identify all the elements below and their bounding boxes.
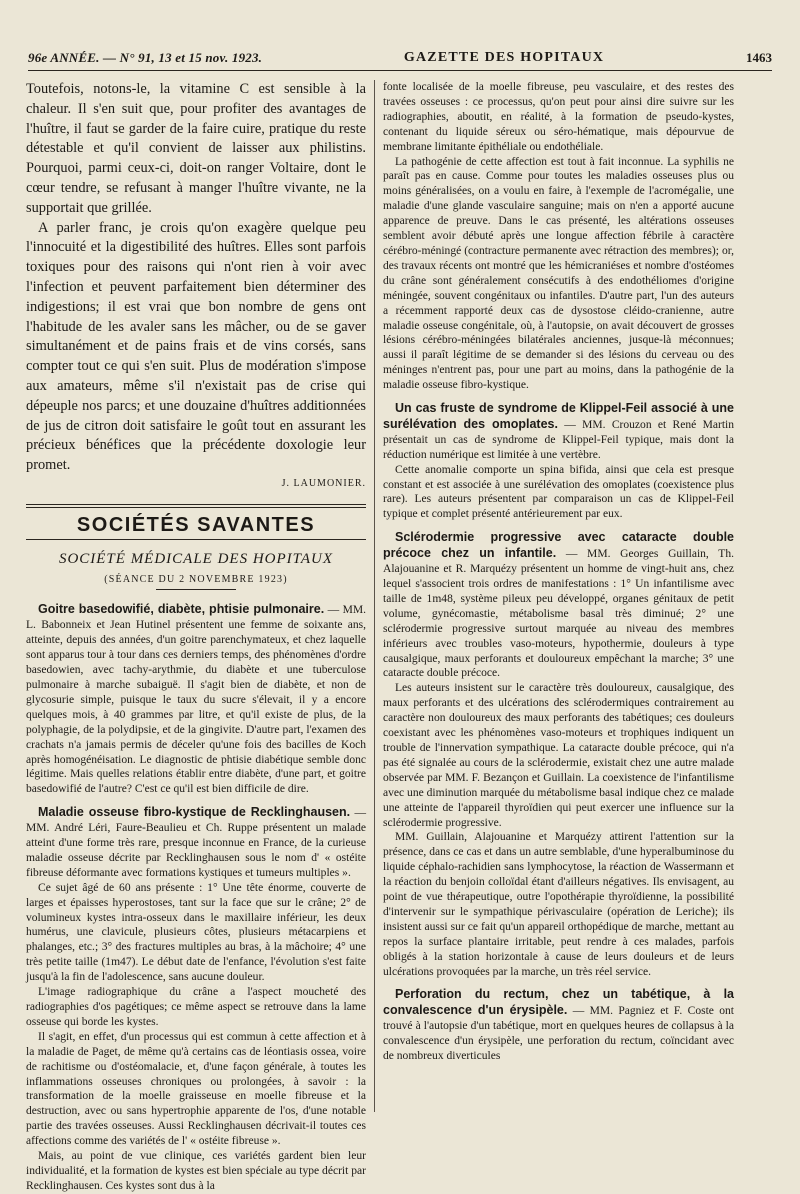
article-recklinghausen [26,805,366,1194]
spacer [383,979,734,987]
short-rule [156,589,236,590]
session-date: (SÉANCE DU 2 NOVEMBRE 1923) [104,573,288,585]
article-paragraph: MM. Guillain, Alajouanine et Marquézy attirent l'attention sur la présence, dans ce cas et dans un autre semblable, d'une hyperalbuminose du liquide céphalo-rachidien sans lymphocytose, la réaction de Wassermann et la réaction du benjoin colloïdal étant d'ailleurs négatives. Ils envisagent, au point de vue thérapeutique, outre l'opothérapie thyroïdienne, la possibilité d'intervenir sur le sympathique périvasculaire (opération de Leriche); ils insistent aussi sur ce fait qu'un appareil orthopédique de marche, mettant au repos la surface plantaire irritable, peut rendre à ces malades, parfois obligés à la station horizontale à cause de leurs douleurs et de leurs ulcérations provoquées par la marche, un très réel service. [383,831,734,978]
section-rule-thin [26,539,366,540]
article-paragraph: fonte localisée de la moelle fibreuse, peu vasculaire, et des restes des travées osseuses : ce processus, qu'on peut pour ainsi dire suivre sur les radiographies, aboutit, en réalité, à la formation de pseudo-kystes, contenant du liquide séreux ou séro-hématique, mais dépourvue de membrane limitante épithéliale ou endothéliale. [383,81,734,153]
page-number: 1463 [746,50,772,65]
page-header [28,36,772,71]
intro-paragraph: Toutefois, notons-le, la vitamine C est sensible à la chaleur. Il s'en suit que, pour profiter des avantages de l'huître, il faut se garder de la faire cuire, pratique du reste détestable et qu'il convient de laisser aux philistins. Pourquoi, parmi ceux-ci, doit-on ranger Voltaire, dont le cœur tendre, se refusant à manger l'huître vivante, ne la supportait que grillée. [26,81,366,216]
article-text: — MM. Pagniez et F. Coste ont trouvé à l'autopsie d'un tabétique, mort en quelques heures de collapsus à la convalescence d'un érysipèle, une perforation du rectum, coïncidant avec de nombreux diverticules [383,1005,735,1063]
article-paragraph: Cette anomalie comporte un spina bifida, ainsi que cela est presque constant et est associée à une surélévation des omoplates (coexistence plus rare). Les auteurs présentent par comparaison un cas de Klippel-Feil typique et complet présenté antérieurement par eux. [383,463,734,521]
intro-text [26,80,366,494]
article-paragraph: Il s'agit, en effet, d'un processus qui est commun à cette affection et à la maladie de Paget, de même qu'à certains cas de léontiasis ossea, voire de rachitisme ou d'ostéomalacie, et, d'une façon générale, à toutes les inflammations osseuses chroniques ou prolongées, à savoir : la transformation de la moelle graisseuse en moelle fibreuse et la destruction, avec ou sans hypertrophie apparente de l'os, d'une notable partie des travées osseuses. Aussi Recklinghausen décrivait-il toutes ces affections comme des variétés de l' « ostéite fibreuse ». [26,1030,366,1148]
column-divider [374,80,375,1112]
article-title: Maladie osseuse fibro-kystique de Recklinghausen. [38,805,351,820]
section-title: SOCIÉTÉS SAVANTES [76,513,316,536]
society-name: SOCIÉTÉ MÉDICALE DES HOPITAUX [58,550,334,567]
continuation-text [383,80,734,393]
spacer [383,393,734,401]
article-text: — MM. Crouzon et René Martin présentait un cas de syndrome de Klippel-Feil typique, mais dont la réduction numérique est limitée à une vertèbre. [383,418,735,461]
article-text: — MM. André Léri, Faure-Beaulieu et Ch. Ruppe présentent un malade atteint d'une forme très rare, presque inconnue en France, de la curieuse maladie osseuse décrite par Recklinghausen sous le nom d' « ostéite fibreuse déformante avec formations kystiques et tumeurs multiples ». [26,807,367,879]
article-paragraph: L'image radiographique du crâne a l'aspect moucheté des radiographies d'os pagétiques; ce même aspect se retrouve dans la lame osseuse qui borde les kystes. [26,986,366,1028]
author-signature: J. LAUMONIER. [281,477,366,489]
journal-title: GAZETTE DES HOPITAUX [403,50,605,65]
spacer [26,797,366,805]
article-paragraph: Mais, au point de vue clinique, ces variétés gardent bien leur individualité, et la formation de kystes est bien spéciale au type décrit par Recklinghausen. Ces kystes sont dus à la [26,1150,366,1192]
article-paragraph: La pathogénie de cette affection est tout à fait inconnue. La syphilis ne paraît pas en cause. Comme pour toutes les maladies osseuses plus ou moins généralisées, on a voulu en faire, à l'exemple de l'acromégalie, une maladie d'une glande vasculaire sanguine; mais on n'en a apporté aucune apparence de preuve. Dans le cas présenté, les altérations osseuses semblent avoir débuté après une longue affection fébrile à caractère cérébro-méningé (contracture permanente avec rétraction des membres); or, des travaux récents ont montré que les hémicraniéses et nombre d'ostéomes du crâne sont généralement consécutifs à des endothéliomes d'origine méningée, souvent congénitaux ou infantiles. D'autre part, l'un des auteurs a récemment rapporté deux cas de dysostose cléido-cranienne, autre maladie osseuse congénitale, où, à l'autopsie, on avait découvert de grosses lésions cérébro-méningées bilatérales anciennes, jusque-là méconnues; aussi il paraît légitime de se demander si des lésions du cerveau ou des méninges n'entrent pas, pour une part au moins, dans la pathogénie de la maladie osseuse fibro-kystique. [383,155,734,392]
article-title: Perforation du rectum, chez un tabétique, à la convalescence d'un érysipèle. [383,987,734,1018]
section-rule [26,504,366,508]
spacer [383,522,734,530]
article-text: — MM. Georges Guillain, Th. Alajouanine et R. Marquézy présentent un homme de vingt-huit ans, chez lequel s'associent trois ordres de manifestations : 1° Un infantilisme avec taille de 1m48, système pileux peu développé, organes génitaux de petit volume, gynécomastie, métabolisme basal très diminué; 2° une sclérodermie progressive surtout marquée au niveau des membres inférieurs avec troubles vaso-moteurs, hypothermie, douleurs à type causalgique, maux perforants et douloureux empêchant la marche; 3° une cataracte double précoce. [383,548,734,680]
article-title: Goitre basedowifié, diabète, phtisie pulmonaire. [38,602,325,617]
article-title: Sclérodermie progressive avec cataracte double précoce chez un infantile. [383,530,734,561]
article-perforation [383,987,734,1064]
intro-paragraph: A parler franc, je crois qu'on exagère quelque peu l'innocuité et la digestibilité des huîtres. Elles sont parfois toxiques pour des raisons qui n'ont rien à voir avec l'infection et peuvent parfaitement bien déterminer des indigestions; il est vrai que bon nombre de gens ont l'habitude de les avaler sans les mâcher, ou de se gaver simultanément et de pains frais et de vins corsés, sans compter tout ce qui s'en suit. Plus de modération s'impose aux amateurs, même s'il n'existait pas de crise qui dépeuple nos parcs; et une douzaine d'huîtres additionnées de jus de citron doit satisfaire le goût tout en assurant les précieux bénéfices que la précédente doxologie leur promet. [26,219,366,474]
article-paragraph: Ce sujet âgé de 60 ans présente : 1° Une tête énorme, couverte de larges et épaisses hyperostoses, tant sur la face que sur le crâne; 2° de volumineux kystes intra-osseux dans le maxillaire inférieur, les deux humérus, une clavicule, plusieurs côtes, plusieurs métacarpiens et phalanges, etc.; 3° des fractures multiples au bras, à la mâchoire; 4° une très petite taille (1m47). Le début date de l'enfance, l'évolution s'est faite jusqu'à la fin de l'adolescence, sans aucune douleur. [26,881,366,984]
article-sclerodermie [383,530,734,979]
right-column [383,80,734,1112]
article-paragraph: Les auteurs insistent sur le caractère très douloureux, causalgique, des maux perforants et des ulcérations des sclérodermiques contrairement au caractère non douloureux des maux perforants des tabétiques; ces douleurs coexistant avec les phénomènes vaso-moteurs et trophiques indiquent un trouble de l'innervation sympathique. La cataracte double précoce, qui n'a pas été signalée au cours de la sclérodermie, existait chez une autre malade observée par MM. F. Bezançon et Guillain. La coexistence de l'infantilisme avec une diminution marquée du métabolisme basal indique chez ce malade une atteinte de l'appareil thyroïdien qui peut exercer une influence sur la sclérodermie progressive. [383,682,734,829]
issue-info: 96e ANNÉE. — N° 91, 13 et 15 nov. 1923. [28,50,263,65]
article-klippel-feil [383,401,734,522]
left-column [26,80,367,1192]
article-text: — MM. L. Babonneix et Jean Hutinel présentent une femme de soixante ans, atteinte, depuis des années, d'un goitre parenchymateux, et chez laquelle sont apparus tour à tour dans ces derniers temps, des phénomènes d'ordre basedowien, avec tachy-arythmie, du diabète et une tuberculose pulmonaire à marche subaiguë. Il s'agit bien de diabète, et non de glycosurie simple, puisque le taux du sucre s'élevait, il y a encore quelques mois, à 40 grammes par litre, et qu'il existe de plus, de la polyphagie, de la polydipsie, et de la gingivite. D'autre part, l'examen des crachats n'a jamais permis de déceler qu'une fois des bacilles de Koch après homogénéisation. Le diagnostic de phtisie diabétique semble donc légitime. Mais quelles relations établir entre diabète, d'une part, et goitre basedowifié de l'autre? C'est ce qu'il est bien difficile de dire. [26,604,366,796]
article-goitre [26,602,366,797]
article-title: Un cas fruste de syndrome de Klippel-Feil associé à une surélévation des omoplates. [383,401,734,431]
